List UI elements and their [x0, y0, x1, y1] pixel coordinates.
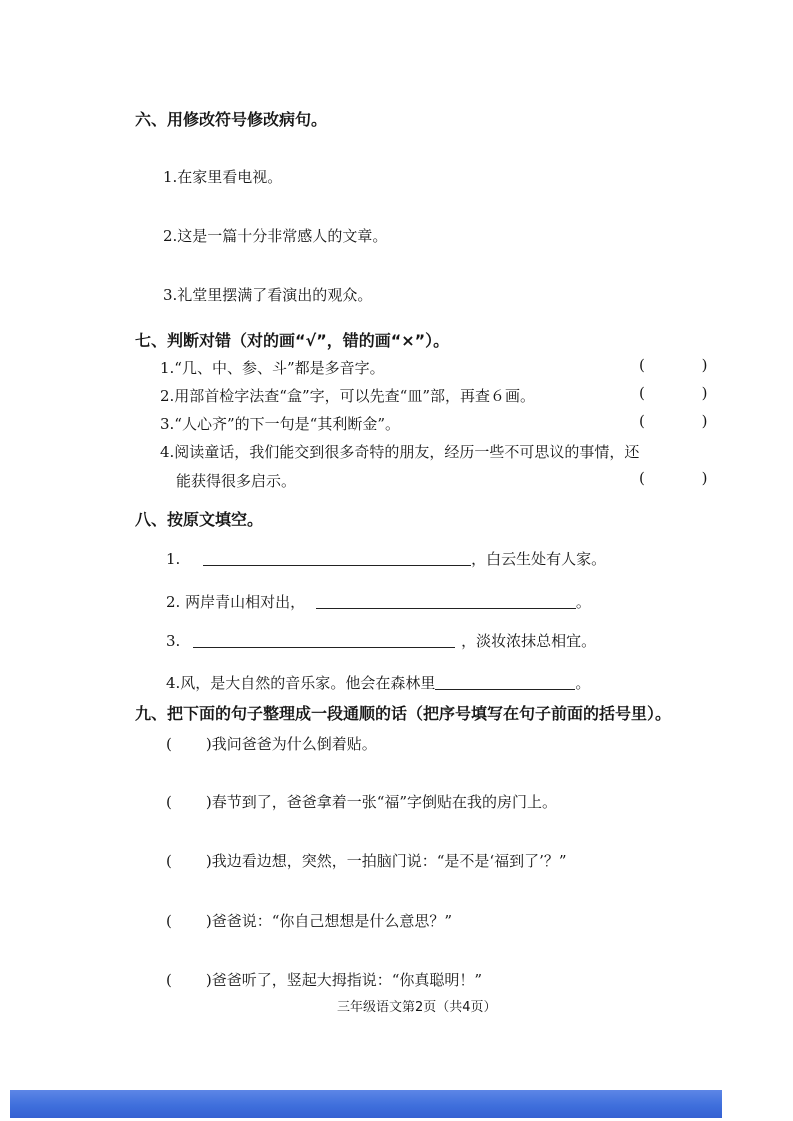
section-8-title: 八、按原文填空。 — [135, 510, 264, 529]
order-item-text: 我边看边想，突然，一拍脑门说：“是不是‘福到了’？” — [211, 852, 567, 870]
fill-blank-3[interactable] — [193, 633, 455, 648]
order-paren-close[interactable]: ) — [205, 735, 212, 753]
section-6-title: 六、用修改符号修改病句。 — [135, 110, 328, 129]
blue-band — [10, 1090, 722, 1118]
section-7-item-2: 2.用部首检字法查“盒”字，可以先查“皿”部，再查６画。 — [160, 387, 535, 405]
fill-q3-text: ，淡妆浓抹总相宜。 — [461, 632, 597, 650]
answer-parens-4[interactable]: ( ) — [639, 469, 734, 487]
order-item-4 — [166, 914, 452, 929]
order-paren-open[interactable]: ( — [166, 912, 172, 930]
order-paren-close[interactable]: ) — [205, 971, 212, 989]
section-7-title: 七、判断对错（对的画“√”，错的画“×”）。 — [135, 331, 450, 350]
order-paren-open[interactable]: ( — [166, 735, 172, 753]
answer-parens-2[interactable]: ( ) — [639, 384, 734, 402]
order-item-2 — [166, 795, 557, 810]
answer-parens-1[interactable]: ( ) — [639, 356, 734, 374]
fill-blank-1[interactable] — [203, 551, 471, 566]
section-6-item-1: 1.在家里看电视。 — [163, 168, 283, 186]
order-item-text: 爸爸说：“你自己想想是什么意思？” — [211, 912, 453, 930]
fill-q4-end: 。 — [575, 674, 591, 692]
order-paren-open[interactable]: ( — [166, 793, 172, 811]
fill-q1-number: 1. — [166, 550, 181, 568]
order-item-text: 爸爸听了，竖起大拇指说：“你真聪明！” — [211, 971, 483, 989]
order-paren-open[interactable]: ( — [166, 971, 172, 989]
fill-q2-end: 。 — [575, 593, 591, 611]
section-6-item-2: 2.这是一篇十分非常感人的文章。 — [163, 227, 388, 245]
order-item-text: 春节到了，爸爸拿着一张“福”字倒贴在我的房门上。 — [211, 793, 558, 811]
order-item-text: 我问爸爸为什么倒着贴。 — [211, 735, 377, 753]
fill-blank-4[interactable] — [435, 675, 575, 690]
fill-q3-number: 3. — [166, 632, 181, 650]
order-item-1 — [166, 737, 377, 752]
order-paren-close[interactable]: ) — [205, 912, 212, 930]
fill-q1-text: ，白云生处有人家。 — [471, 550, 607, 568]
section-7-item-4: 4.阅读童话，我们能交到很多奇特的朋友，经历一些不可思议的事情，还 — [160, 443, 640, 461]
fill-blank-2[interactable] — [316, 594, 576, 609]
fill-q4-text: 4.风，是大自然的音乐家。他会在森林里 — [166, 674, 436, 692]
section-7-item-3: 3.“人心齐”的下一句是“其利断金”。 — [160, 415, 400, 433]
order-item-5 — [166, 973, 482, 988]
order-item-3 — [166, 854, 567, 869]
order-paren-open[interactable]: ( — [166, 852, 172, 870]
section-7-item-4-cont: 能获得很多启示。 — [176, 472, 297, 490]
section-7-item-1: 1.“几、中、参、斗”都是多音字。 — [160, 359, 385, 377]
answer-parens-3[interactable]: ( ) — [639, 412, 734, 430]
order-paren-close[interactable]: ) — [205, 793, 212, 811]
fill-q2 — [166, 594, 591, 610]
fill-q4 — [166, 675, 590, 691]
order-paren-close[interactable]: ) — [205, 852, 212, 870]
fill-q3 — [166, 633, 596, 649]
fill-q1 — [166, 551, 606, 567]
section-9-title: 九、把下面的句子整理成一段通顺的话（把序号填写在句子前面的括号里）。 — [135, 704, 672, 723]
section-6-item-3: 3.礼堂里摆满了看演出的观众。 — [163, 286, 373, 304]
page-footer: 三年级语文第2页（共4页） — [337, 1000, 497, 1015]
fill-q2-text: 2. 两岸青山相对出， — [166, 593, 306, 611]
